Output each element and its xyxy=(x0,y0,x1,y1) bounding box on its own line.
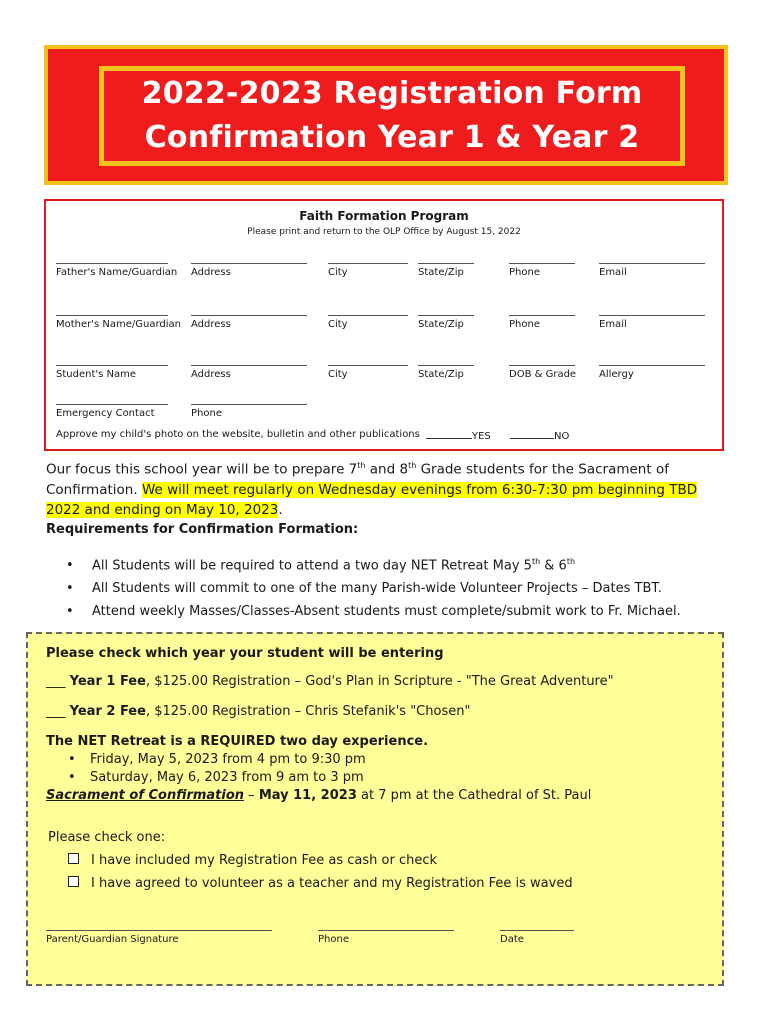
focus-paragraph: Our focus this school year will be to prepare 7th and 8th Grade students for the Sacrament of Confirmation. We will meet regularly on Wednesday evenings from 6:30-7:30 pm beginning TBD 2022 and ending on May 10, 2023. xyxy=(46,461,698,518)
mother-phone-field[interactable]: Phone xyxy=(509,309,575,331)
sacrament-date-line: Sacrament of Confirmation – May 11, 2023 at 7 pm at the Cathedral of St. Paul xyxy=(46,788,592,803)
checkbox-icon[interactable] xyxy=(68,876,79,887)
requirements-title: Requirements for Confirmation Formation: xyxy=(46,522,359,537)
requirements-list xyxy=(66,550,681,623)
father-city-field[interactable]: City xyxy=(328,257,408,279)
father-name-field[interactable]: Father's Name/Guardian xyxy=(56,257,168,279)
title-banner-red xyxy=(48,49,724,181)
student-name-field[interactable]: Student's Name xyxy=(56,359,168,381)
student-city-field[interactable]: City xyxy=(328,359,408,381)
meeting-schedule-highlight: We will meet regularly on Wednesday evenings from 6:30-7:30 pm beginning TBD 2022 and ending on May 10, 2023 xyxy=(46,481,698,518)
student-allergy-field[interactable]: Allergy xyxy=(599,359,705,381)
list-item: • Saturday, May 6, 2023 from 9 am to 3 pm xyxy=(68,770,364,785)
parent-signature-field[interactable]: Parent/Guardian Signature xyxy=(46,922,272,945)
check-one-label: Please check one: xyxy=(48,830,166,845)
title-banner-inner xyxy=(99,66,685,166)
student-address-field[interactable]: Address xyxy=(191,359,307,381)
signature-phone-field[interactable]: Phone xyxy=(318,922,454,945)
year-selection-heading: Please check which year your student will be entering xyxy=(46,646,444,661)
contact-info-box xyxy=(44,199,724,451)
volunteer-option[interactable]: I have agreed to volunteer as a teacher and my Registration Fee is waved xyxy=(68,876,573,891)
net-retreat-title: The NET Retreat is a REQUIRED two day experience. xyxy=(46,734,429,749)
list-item: • All Students will be required to attend a two day NET Retreat May 5th & 6th xyxy=(66,557,576,574)
year-1-option[interactable]: ___ Year 1 Fee, $125.00 Registration – God's Plan in Scripture - "The Great Adventure" xyxy=(46,674,614,689)
signature-date-field[interactable]: Date xyxy=(500,922,574,945)
mother-name-field[interactable]: Mother's Name/Guardian xyxy=(56,309,168,331)
emergency-phone-field[interactable]: Phone xyxy=(191,398,307,420)
list-item: • All Students will commit to one of the many Parish-wide Volunteer Projects – Dates TBT. xyxy=(66,581,662,597)
info-subtitle: Please print and return to the OLP Office by August 15, 2022 xyxy=(247,227,521,237)
list-item: • Attend weekly Masses/Classes-Absent students must complete/submit work to Fr. Michael. xyxy=(66,604,681,620)
student-state-zip-field[interactable]: State/Zip xyxy=(418,359,474,381)
title-banner xyxy=(44,45,728,185)
year-2-option[interactable]: ___ Year 2 Fee, $125.00 Registration – Chris Stefanik's "Chosen" xyxy=(46,704,471,719)
checkbox-icon[interactable] xyxy=(68,853,79,864)
photo-approval-no[interactable]: NO xyxy=(510,429,569,442)
student-dob-grade-field[interactable]: DOB & Grade xyxy=(509,359,575,381)
page-title: 2022-2023 Registration Form xyxy=(141,76,643,111)
father-address-field[interactable]: Address xyxy=(191,257,307,279)
father-phone-field[interactable]: Phone xyxy=(509,257,575,279)
mother-address-field[interactable]: Address xyxy=(191,309,307,331)
photo-approval-yes[interactable]: YES xyxy=(426,429,491,442)
year-selection-box xyxy=(26,632,724,986)
mother-state-zip-field[interactable]: State/Zip xyxy=(418,309,474,331)
list-item: • Friday, May 5, 2023 from 4 pm to 9:30 pm xyxy=(68,752,366,767)
emergency-contact-field[interactable]: Emergency Contact xyxy=(56,398,168,420)
info-title: Faith Formation Program xyxy=(299,209,469,223)
father-state-zip-field[interactable]: State/Zip xyxy=(418,257,474,279)
father-email-field[interactable]: Email xyxy=(599,257,705,279)
fee-cash-option[interactable]: I have included my Registration Fee as cash or check xyxy=(68,853,437,868)
photo-approval-text: Approve my child's photo on the website, bulletin and other publications xyxy=(56,429,420,440)
mother-city-field[interactable]: City xyxy=(328,309,408,331)
mother-email-field[interactable]: Email xyxy=(599,309,705,331)
page-subtitle: Confirmation Year 1 & Year 2 xyxy=(144,120,640,155)
